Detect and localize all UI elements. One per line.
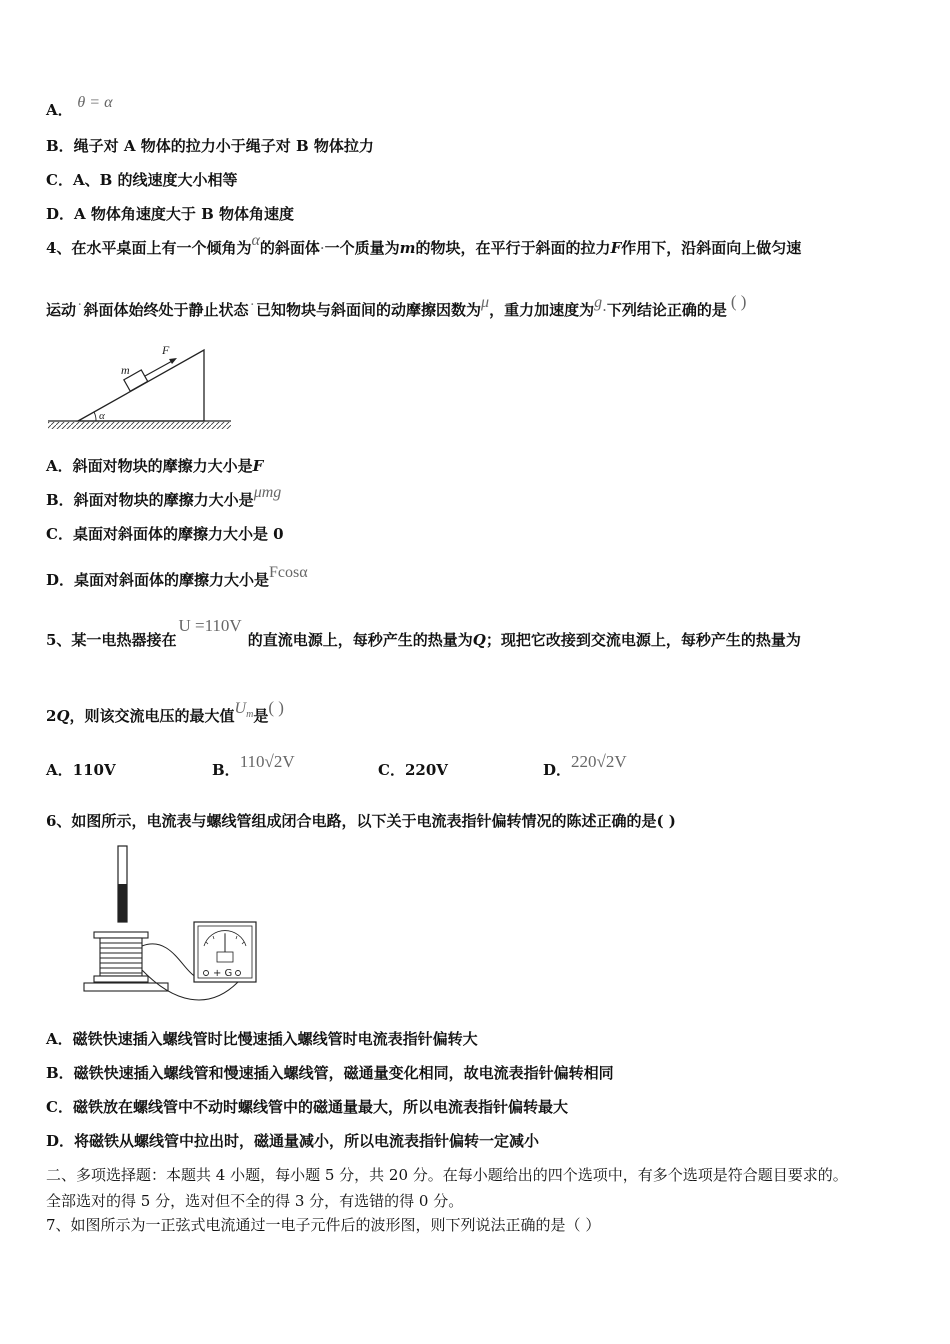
q5-option-a: A．110V: [46, 761, 116, 779]
section2-heading-line1: 二、多项选择题：本题共 4 小题，每小题 5 分，共 20 分。在每小题给出的四个选项中，有多个选项是符合题目要求的。: [46, 1166, 848, 1184]
terminal-left: [204, 971, 209, 976]
q5-um: $U_m$: [234, 700, 254, 721]
q6-option-d: D．将磁铁从螺线管中拉出时，磁通量减小，所以电流表指针偏转一定减小: [46, 1132, 540, 1150]
incline-figure: [46, 340, 236, 435]
q5-stem-line2: 2Q，则该交流电压的最大值$U_m$是( ): [46, 698, 284, 725]
q4-stem-line1: 4、在水平桌面上有一个倾角为α的斜面体·一个质量为m的物块，在平行于斜面的拉力F作用下，沿斜面向上做匀速: [46, 232, 802, 257]
force-arrowhead: [169, 358, 177, 364]
angle-arc: [94, 412, 96, 421]
q4-option-c: C．桌面对斜面体的摩擦力大小是 0: [46, 525, 284, 543]
coil-bottom-flange: [94, 976, 148, 982]
coil-body: [100, 938, 142, 976]
q5-option-d: D．220√2V: [543, 752, 627, 779]
section2-heading-line2: 全部选对的得 5 分，选对但不全的得 3 分，有选错的得 0 分。: [46, 1192, 464, 1210]
solenoid-figure: [78, 842, 268, 1022]
q4-paren: ( ): [730, 292, 747, 311]
q5-voltage-math: U =110V: [178, 616, 242, 635]
q4-alpha: α: [251, 232, 260, 249]
q5-paren: ( ): [268, 698, 284, 717]
q4-option-d-math: Fcosα: [269, 564, 308, 581]
coil-top-flange: [94, 932, 148, 938]
q6-option-c: C．磁铁放在螺线管中不动时螺线管中的磁通量最大，所以电流表指针偏转最大: [46, 1098, 568, 1116]
fig-label-F: F: [162, 343, 170, 357]
q4-option-b-math: μmg: [253, 484, 282, 501]
q5-stem-line1: 5、某一电热器接在U =110V的直流电源上，每秒产生的热量为Q；现把它改接到交流电源上，每秒产生的热量为: [46, 616, 801, 649]
fig-label-m: m: [121, 363, 130, 377]
q7-stem: 7、如图所示为一正弦式电流通过一电子元件后的波形图，则下列说法正确的是（ ）: [46, 1216, 601, 1234]
q3-option-a: [46, 94, 113, 121]
q4-option-b: B．斜面对物块的摩擦力大小是μmg: [46, 484, 282, 509]
q4-mu: μ: [481, 294, 490, 311]
q4-stem-line2: 运动˙斜面体始终处于静止状态˙已知物块与斜面间的动摩擦因数为μ，重力加速度为g·下列结论正确的是 ( ): [46, 292, 747, 319]
q6-option-a: A．磁铁快速插入螺线管时比慢速插入螺线管时电流表指针偏转大: [46, 1030, 478, 1048]
q4-option-a: A．斜面对物块的摩擦力大小是F: [46, 457, 264, 475]
fig-label-alpha: α: [99, 410, 105, 422]
galvanometer-label: + G: [213, 968, 233, 979]
q5-option-c: C．220V: [378, 761, 448, 779]
q4-option-d: D．桌面对斜面体的摩擦力大小是Fcosα: [46, 564, 308, 589]
q3-option-b: B．绳子对 A 物体的拉力小于绳子对 B 物体拉力: [46, 137, 374, 155]
force-arrow: [145, 360, 174, 376]
q6-option-b: B．磁铁快速插入螺线管和慢速插入螺线管，磁通量变化相同，故电流表指针偏转相同: [46, 1064, 614, 1082]
q3-option-c: C．A、B 的线速度大小相等: [46, 171, 238, 189]
terminal-right: [236, 971, 241, 976]
base-plate: [84, 983, 168, 991]
q3-option-a-label: A．: [46, 101, 73, 119]
q3-option-a-math: θ = α: [77, 94, 113, 111]
q5-option-b: B．110√2V: [212, 752, 295, 779]
magnet-dark-half: [118, 884, 127, 922]
ground-hatch: [48, 422, 231, 429]
q3-option-d: D．A 物体角速度大于 B 物体角速度: [46, 205, 294, 223]
q4-g: g: [594, 294, 603, 311]
q6-stem: 6、如图所示，电流表与螺线管组成闭合电路，以下关于电流表指针偏转情况的陈述正确的是( ): [46, 812, 676, 830]
